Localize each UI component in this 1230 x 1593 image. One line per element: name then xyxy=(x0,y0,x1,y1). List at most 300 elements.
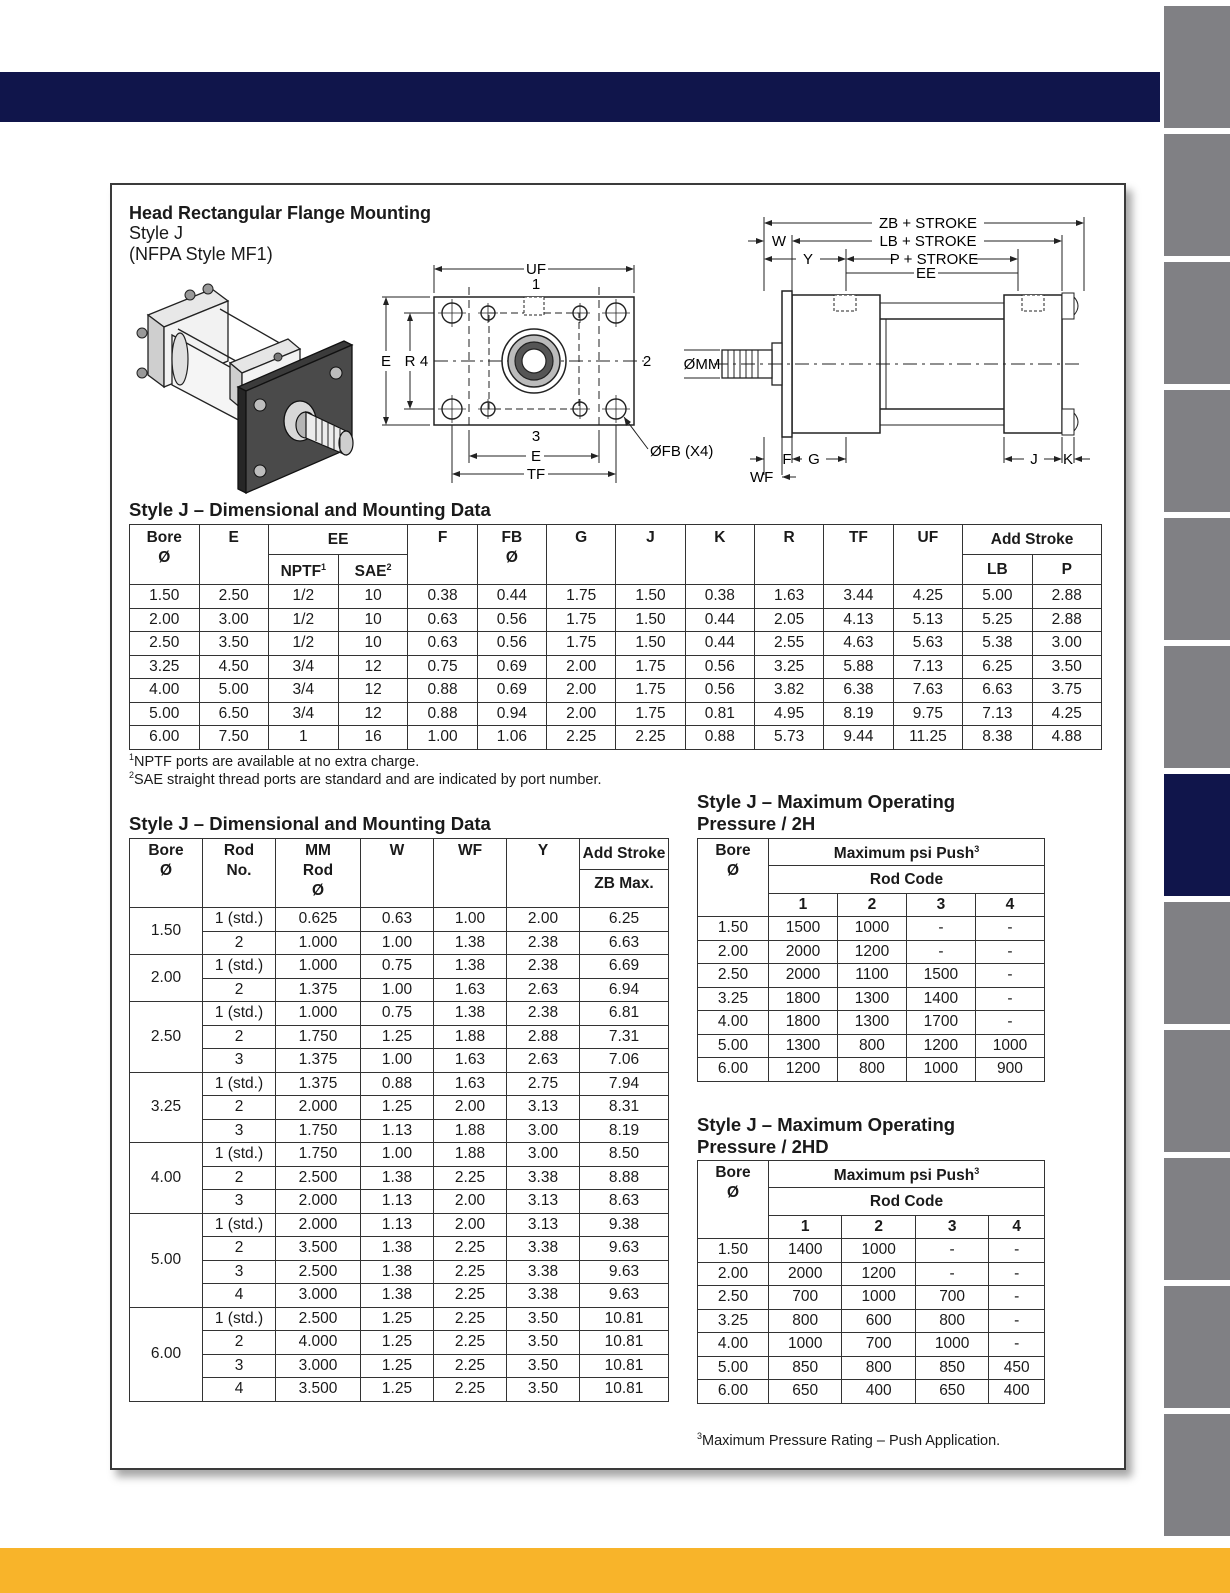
table-row xyxy=(130,978,669,1002)
table-cell: 3/4 xyxy=(268,679,338,703)
table-row xyxy=(698,964,1045,988)
table-cell: 2000 xyxy=(769,1262,842,1286)
table-cell: 0.63 xyxy=(408,608,477,632)
rod-data-table xyxy=(129,838,669,1402)
table-cell: 3.38 xyxy=(507,1237,580,1261)
table-cell: 1800 xyxy=(769,987,838,1011)
table-cell: 450 xyxy=(989,1356,1045,1380)
table-cell: 3.50 xyxy=(507,1354,580,1378)
table-cell: 2000 xyxy=(769,940,838,964)
table-row xyxy=(698,1058,1045,1082)
header-uf: UF xyxy=(893,525,963,585)
table-cell: 7.50 xyxy=(199,726,268,750)
table-cell: 6.00 xyxy=(130,726,200,750)
table-cell: 1.25 xyxy=(361,1331,434,1355)
table-cell: 4.000 xyxy=(276,1331,361,1355)
table-cell: 1.00 xyxy=(361,1049,434,1073)
table-cell: 2.500 xyxy=(276,1166,361,1190)
table-cell: 2000 xyxy=(769,964,838,988)
table-cell: 8.38 xyxy=(963,726,1032,750)
table-row xyxy=(130,655,1102,679)
table-cell: 2 xyxy=(203,931,276,955)
table-cell: 0.81 xyxy=(685,702,754,726)
table-cell: 1000 xyxy=(915,1333,988,1357)
table-cell: 0.44 xyxy=(685,632,754,656)
side-tab-4[interactable] xyxy=(1164,390,1230,512)
table-cell: 1.75 xyxy=(547,585,616,609)
table-cell: 1.750 xyxy=(276,1025,361,1049)
table-cell: 6.94 xyxy=(580,978,669,1002)
svg-text:LB + STROKE: LB + STROKE xyxy=(879,233,977,250)
table-cell: 1400 xyxy=(769,1239,842,1263)
page-title: Head Rectangular Flange Mounting xyxy=(129,203,432,223)
table-cell: 0.75 xyxy=(361,955,434,979)
header-fb: FB Ø xyxy=(477,525,546,585)
header-bore: Bore Ø xyxy=(698,839,769,917)
table-cell: 1.13 xyxy=(361,1213,434,1237)
table-cell: 0.88 xyxy=(408,679,477,703)
table-cell: 1 (std.) xyxy=(203,908,276,932)
table-cell: 2.00 xyxy=(698,940,769,964)
table-cell: 1300 xyxy=(837,1011,906,1035)
table-cell: 400 xyxy=(842,1380,915,1404)
table-cell: 2.500 xyxy=(276,1260,361,1284)
table-cell: 2.25 xyxy=(434,1284,507,1308)
header-bore: Bore Ø xyxy=(130,525,200,585)
table-row xyxy=(130,726,1102,750)
side-tab-11[interactable] xyxy=(1164,1286,1230,1408)
header-nptf: NPTF$^1$ xyxy=(268,555,338,585)
table-cell: 8.63 xyxy=(580,1190,669,1214)
header-rod-code: Rod Code xyxy=(769,866,1045,894)
table-cell: 2.000 xyxy=(276,1213,361,1237)
table-row xyxy=(130,1049,669,1073)
table-cell: 1.50 xyxy=(616,585,685,609)
table-cell: 1000 xyxy=(837,917,906,941)
table-cell: - xyxy=(989,1262,1045,1286)
table-cell: 3.500 xyxy=(276,1378,361,1402)
table-cell: - xyxy=(975,987,1044,1011)
table-cell: 0.94 xyxy=(477,702,546,726)
svg-text:F: F xyxy=(782,451,792,468)
table-cell: 1.000 xyxy=(276,931,361,955)
table-cell: 1.63 xyxy=(754,585,823,609)
table-cell: 1100 xyxy=(837,964,906,988)
svg-text:W: W xyxy=(771,233,787,250)
table-cell: 3 xyxy=(203,1260,276,1284)
side-tab-10[interactable] xyxy=(1164,1158,1230,1280)
table-cell: 2 xyxy=(203,1096,276,1120)
table-cell: 1.63 xyxy=(434,1049,507,1073)
table-cell: 3.75 xyxy=(1032,679,1101,703)
table-row xyxy=(130,1331,669,1355)
side-tab-5[interactable] xyxy=(1164,518,1230,640)
table-cell: 3.13 xyxy=(507,1096,580,1120)
table-cell: 900 xyxy=(975,1058,1044,1082)
table2-title: Style J – Dimensional and Mounting Data xyxy=(129,813,491,834)
table-cell: 4.88 xyxy=(1032,726,1101,750)
table-row xyxy=(130,679,1102,703)
table-cell: 3.500 xyxy=(276,1237,361,1261)
table-cell: 1.38 xyxy=(434,1002,507,1026)
table-cell: 3/4 xyxy=(268,655,338,679)
table-cell: 1000 xyxy=(975,1034,1044,1058)
table-cell: 3.25 xyxy=(698,987,769,1011)
table-cell: 4 xyxy=(203,1284,276,1308)
table-row xyxy=(698,1333,1045,1357)
table-cell: 2.50 xyxy=(199,585,268,609)
table-cell: 5.88 xyxy=(824,655,893,679)
table-cell: 3.00 xyxy=(1032,632,1101,656)
table-cell: - xyxy=(989,1239,1045,1263)
header-sae: SAE$^2$ xyxy=(338,555,408,585)
table-cell: 0.75 xyxy=(408,655,477,679)
table-cell: 2.500 xyxy=(276,1307,361,1331)
table-cell: 3.50 xyxy=(507,1331,580,1355)
table-cell: 1.38 xyxy=(434,931,507,955)
svg-text:G: G xyxy=(808,451,820,468)
table-cell: 2.38 xyxy=(507,931,580,955)
table-cell: 2.88 xyxy=(507,1025,580,1049)
table1-title: Style J – Dimensional and Mounting Data xyxy=(129,499,491,520)
table-cell: 0.75 xyxy=(361,1002,434,1026)
svg-text:EE: EE xyxy=(915,265,937,282)
table-cell: 8.19 xyxy=(824,702,893,726)
table-cell: 1.38 xyxy=(361,1260,434,1284)
table-cell: 0.88 xyxy=(361,1072,434,1096)
svg-text:4: 4 xyxy=(419,353,429,370)
table-cell: 1300 xyxy=(769,1034,838,1058)
table-cell: 0.69 xyxy=(477,679,546,703)
table-cell: 3.13 xyxy=(507,1213,580,1237)
table-cell: 1.75 xyxy=(616,655,685,679)
table-cell: 9.75 xyxy=(893,702,963,726)
table-cell: 2.00 xyxy=(130,955,203,1002)
table-cell: 6.81 xyxy=(580,1002,669,1026)
table-cell: 0.63 xyxy=(361,908,434,932)
table-cell: - xyxy=(989,1309,1045,1333)
table-cell: 6.00 xyxy=(130,1307,203,1401)
table-cell: 2.00 xyxy=(547,679,616,703)
table-cell: 2.25 xyxy=(434,1166,507,1190)
table-row xyxy=(698,940,1045,964)
table-cell: 4.25 xyxy=(893,585,963,609)
side-tab-7[interactable] xyxy=(1164,774,1230,896)
table-cell: 1/2 xyxy=(268,585,338,609)
table-row xyxy=(130,931,669,955)
table-cell: 2.50 xyxy=(130,1002,203,1073)
table-cell: 2 xyxy=(203,1025,276,1049)
table-cell: 10.81 xyxy=(580,1307,669,1331)
table-cell: 4.25 xyxy=(1032,702,1101,726)
table-cell: 9.38 xyxy=(580,1213,669,1237)
svg-text:3: 3 xyxy=(531,428,541,445)
table-cell: 3.00 xyxy=(507,1119,580,1143)
table-cell: 600 xyxy=(842,1309,915,1333)
table-cell: 0.69 xyxy=(477,655,546,679)
table-cell: 1.75 xyxy=(616,702,685,726)
header-r: R xyxy=(754,525,823,585)
table-row xyxy=(130,1237,669,1261)
nfpa-label: (NFPA Style MF1) xyxy=(129,244,273,264)
table-row xyxy=(130,1354,669,1378)
table-cell: 0.88 xyxy=(685,726,754,750)
table-cell: 1 (std.) xyxy=(203,1072,276,1096)
header-w: W xyxy=(361,839,434,908)
table-row xyxy=(130,908,669,932)
table-cell: 800 xyxy=(915,1309,988,1333)
table-cell: 10 xyxy=(338,632,408,656)
table-cell: 1.38 xyxy=(361,1237,434,1261)
footnote-1: $^1$NPTF ports are available at no extra charge. xyxy=(129,752,420,770)
table-cell: 1.25 xyxy=(361,1307,434,1331)
table-cell: 0.38 xyxy=(685,585,754,609)
table-cell: - xyxy=(906,940,975,964)
table-cell: 7.13 xyxy=(893,655,963,679)
table-cell: 1200 xyxy=(906,1034,975,1058)
svg-text:J: J xyxy=(1030,451,1038,468)
footer-band xyxy=(0,1548,1230,1593)
table-cell: 6.25 xyxy=(963,655,1032,679)
table-cell: 2.50 xyxy=(130,632,200,656)
table-cell: 7.13 xyxy=(963,702,1032,726)
header-rod-2: 2 xyxy=(837,894,906,917)
table-cell: 0.56 xyxy=(477,632,546,656)
table-row xyxy=(130,1284,669,1308)
table-cell: 1.25 xyxy=(361,1096,434,1120)
table-cell: 8.31 xyxy=(580,1096,669,1120)
table-cell: 1800 xyxy=(769,1011,838,1035)
table-cell: 1.75 xyxy=(547,608,616,632)
footnote-2: $^2$SAE straight thread ports are standard and are indicated by port number. xyxy=(129,770,602,788)
header-wf: WF xyxy=(434,839,507,908)
table-cell: 5.25 xyxy=(963,608,1032,632)
table-cell: 2.50 xyxy=(698,1286,769,1310)
table-cell: 10 xyxy=(338,585,408,609)
table-cell: 1000 xyxy=(842,1286,915,1310)
table-cell: 3.13 xyxy=(507,1190,580,1214)
table-cell: - xyxy=(975,917,1044,941)
header-tf: TF xyxy=(824,525,893,585)
table-cell: 7.63 xyxy=(893,679,963,703)
table-row xyxy=(130,1119,669,1143)
table-cell: 2.25 xyxy=(616,726,685,750)
svg-text:K: K xyxy=(1062,451,1074,468)
table-cell: 9.63 xyxy=(580,1260,669,1284)
table-cell: 1.06 xyxy=(477,726,546,750)
table-cell: 2.25 xyxy=(434,1331,507,1355)
table-cell: 2.00 xyxy=(130,608,200,632)
table-cell: 6.50 xyxy=(199,702,268,726)
pressure-2h-title: Style J – Maximum Operating Pressure / 2H xyxy=(697,791,956,834)
table-cell: 5.13 xyxy=(893,608,963,632)
table-cell: - xyxy=(975,964,1044,988)
svg-text:TF: TF xyxy=(526,466,546,483)
side-tab-9[interactable] xyxy=(1164,1030,1230,1152)
table-cell: 7.31 xyxy=(580,1025,669,1049)
table-cell: - xyxy=(989,1333,1045,1357)
table-row xyxy=(130,1307,669,1331)
table-cell: 4.63 xyxy=(824,632,893,656)
table-cell: - xyxy=(975,1011,1044,1035)
table-cell: 4.13 xyxy=(824,608,893,632)
table-cell: 4.00 xyxy=(130,1143,203,1214)
table-cell: 3.25 xyxy=(698,1309,769,1333)
table-cell: 6.63 xyxy=(963,679,1032,703)
table-cell: 1.88 xyxy=(434,1119,507,1143)
table-cell: 6.63 xyxy=(580,931,669,955)
table-cell: 2.00 xyxy=(507,908,580,932)
header-rod-4: 4 xyxy=(975,894,1044,917)
table-cell: 3.38 xyxy=(507,1284,580,1308)
table-row xyxy=(130,585,1102,609)
table-cell: 1.375 xyxy=(276,1072,361,1096)
table-cell: 5.00 xyxy=(130,1213,203,1307)
table-cell: 0.44 xyxy=(477,585,546,609)
side-tab-2[interactable] xyxy=(1164,134,1230,256)
header-rod-code: Rod Code xyxy=(769,1188,1045,1216)
table-cell: 1.50 xyxy=(616,608,685,632)
table-cell: 3.00 xyxy=(199,608,268,632)
table-cell: 7.94 xyxy=(580,1072,669,1096)
table-cell: 1.375 xyxy=(276,978,361,1002)
table-cell: 0.56 xyxy=(685,655,754,679)
table-cell: 5.00 xyxy=(130,702,200,726)
table-row xyxy=(130,955,669,979)
pressure-2hd-title: Style J – Maximum Operating Pressure / 2HD xyxy=(697,1114,956,1157)
table-cell: 1200 xyxy=(837,940,906,964)
side-tab-6[interactable] xyxy=(1164,646,1230,768)
side-tab-strip xyxy=(1164,6,1230,1542)
table-cell: 1700 xyxy=(906,1011,975,1035)
table-cell: 2.25 xyxy=(434,1307,507,1331)
table-cell: 1.000 xyxy=(276,1002,361,1026)
side-tab-12[interactable] xyxy=(1164,1414,1230,1536)
table-cell: 3.50 xyxy=(1032,655,1101,679)
table-row xyxy=(698,1380,1045,1404)
table-cell: 2 xyxy=(203,1331,276,1355)
side-tab-3[interactable] xyxy=(1164,262,1230,384)
svg-text:P + STROKE: P + STROKE xyxy=(889,251,979,268)
side-tab-1[interactable] xyxy=(1164,6,1230,128)
table-cell: 1.75 xyxy=(547,632,616,656)
table-cell: 5.38 xyxy=(963,632,1032,656)
svg-text:WF: WF xyxy=(750,469,774,486)
table-cell: 6.25 xyxy=(580,908,669,932)
table-cell: 10.81 xyxy=(580,1331,669,1355)
table-cell: 400 xyxy=(989,1380,1045,1404)
table-row xyxy=(698,917,1045,941)
table-row xyxy=(698,1239,1045,1263)
side-tab-8[interactable] xyxy=(1164,902,1230,1024)
table-cell: 1200 xyxy=(769,1058,838,1082)
header-add-stroke: Add Stroke xyxy=(580,839,669,870)
table-cell: 10.81 xyxy=(580,1378,669,1402)
svg-text:ØMM: ØMM xyxy=(683,356,721,373)
table-cell: 700 xyxy=(915,1286,988,1310)
header-bore: Bore Ø xyxy=(130,839,203,908)
header-rod-1: 1 xyxy=(769,1216,842,1239)
table-cell: 1.00 xyxy=(408,726,477,750)
table-row xyxy=(130,1143,669,1167)
header-rod-3: 3 xyxy=(906,894,975,917)
header-f: F xyxy=(408,525,477,585)
side-view-drawing xyxy=(684,205,1120,495)
table-cell: 1200 xyxy=(842,1262,915,1286)
table-cell: 5.63 xyxy=(893,632,963,656)
table-cell: 10.81 xyxy=(580,1354,669,1378)
table-cell: 2.75 xyxy=(507,1072,580,1096)
table-row xyxy=(698,1262,1045,1286)
table-cell: 3.00 xyxy=(507,1143,580,1167)
table-cell: - xyxy=(989,1286,1045,1310)
table-row xyxy=(698,1011,1045,1035)
table-cell: 2.00 xyxy=(547,655,616,679)
svg-text:E: E xyxy=(380,353,392,370)
table-cell: 7.06 xyxy=(580,1049,669,1073)
header-k: K xyxy=(685,525,754,585)
table-cell: 3 xyxy=(203,1119,276,1143)
table-cell: 800 xyxy=(769,1309,842,1333)
header-j: J xyxy=(616,525,685,585)
header-rod-3: 3 xyxy=(915,1216,988,1239)
header-p: P xyxy=(1032,555,1101,585)
header-zb-max: ZB Max. xyxy=(580,870,669,908)
table-cell: 2.38 xyxy=(507,955,580,979)
table-cell: 3.44 xyxy=(824,585,893,609)
table-cell: 1.38 xyxy=(434,955,507,979)
table-cell: 1/2 xyxy=(268,608,338,632)
pressure-2hd-table xyxy=(697,1160,1045,1404)
header-rod-no: Rod No. xyxy=(203,839,276,908)
table-cell: 9.63 xyxy=(580,1237,669,1261)
svg-text:ZB + STROKE: ZB + STROKE xyxy=(879,215,977,232)
table-cell: 5.00 xyxy=(199,679,268,703)
table-cell: 6.38 xyxy=(824,679,893,703)
table-row xyxy=(130,1166,669,1190)
table-row xyxy=(130,1072,669,1096)
table-cell: 1000 xyxy=(906,1058,975,1082)
table-cell: 4.95 xyxy=(754,702,823,726)
table-cell: 5.00 xyxy=(698,1356,769,1380)
header-mm-rod: MM Rod Ø xyxy=(276,839,361,908)
table-cell: 3.000 xyxy=(276,1354,361,1378)
table-cell: 8.19 xyxy=(580,1119,669,1143)
table-row xyxy=(130,1096,669,1120)
table-cell: 16 xyxy=(338,726,408,750)
table-cell: 0.38 xyxy=(408,585,477,609)
svg-text:E: E xyxy=(530,448,542,465)
table-cell: 4 xyxy=(203,1378,276,1402)
table-row xyxy=(698,987,1045,1011)
table-cell: 2.000 xyxy=(276,1190,361,1214)
table-row xyxy=(698,1309,1045,1333)
table-cell: 1/2 xyxy=(268,632,338,656)
footnote-3: $^3$Maximum Pressure Rating – Push Application. xyxy=(697,1431,1001,1449)
table-cell: - xyxy=(915,1239,988,1263)
table-cell: 2.50 xyxy=(698,964,769,988)
table-cell: 1000 xyxy=(769,1333,842,1357)
table-cell: 1.50 xyxy=(698,917,769,941)
table-cell: 1400 xyxy=(906,987,975,1011)
table-cell: 3.25 xyxy=(754,655,823,679)
table-cell: 4.00 xyxy=(698,1333,769,1357)
table-cell: 1000 xyxy=(842,1239,915,1263)
table-row xyxy=(130,1190,669,1214)
table-cell: 5.00 xyxy=(698,1034,769,1058)
table-cell: 9.44 xyxy=(824,726,893,750)
table-cell: 1.38 xyxy=(361,1284,434,1308)
